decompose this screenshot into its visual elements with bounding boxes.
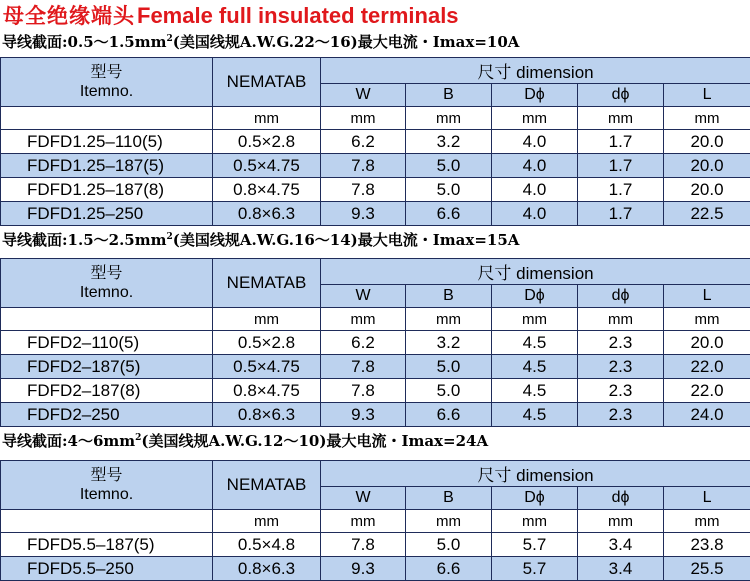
cell-d: 5.7 [492,533,578,557]
cell-nematab: 0.8×6.3 [213,557,321,581]
header-item-no [1,461,213,510]
cell-w: 7.8 [321,379,406,403]
cell-part-number: FDFD2–110(5) [1,331,213,355]
cell-w: 9.3 [321,557,406,581]
cell-nematab: 0.5×4.8 [213,533,321,557]
unit-blank [1,510,213,533]
table-row [1,403,750,427]
unit-mm: mm [492,308,578,331]
table-row [1,331,750,355]
wire-spec-awg-current: (美国线规A.W.G.12～10)最大电流・Imax=24A [141,432,488,450]
cell-d-small: 2.3 [578,379,664,403]
header-nematab: NEMATAB [213,461,321,510]
unit-mm: mm [213,308,321,331]
wire-spec-range: 导线截面:4～6mm [2,432,135,450]
header-item-no [1,259,213,308]
cell-d: 4.5 [492,379,578,403]
cell-b: 5.0 [406,154,492,178]
cell-nematab: 0.5×4.75 [213,355,321,379]
header-item-en: Itemno. [1,283,212,302]
cell-part-number: FDFD2–187(5) [1,355,213,379]
unit-mm: mm [321,107,406,130]
cell-l: 20.0 [664,154,750,178]
unit-mm: mm [578,308,664,331]
cell-d: 4.0 [492,154,578,178]
unit-mm: mm [406,107,492,130]
cell-w: 7.8 [321,178,406,202]
page-title [3,2,459,30]
terminal-spec-table [0,460,750,581]
cell-b: 5.0 [406,379,492,403]
header-item-cn: 型号 [1,63,212,82]
cell-d-small: 2.3 [578,355,664,379]
header-item-en: Itemno. [1,485,212,504]
cell-d: 4.5 [492,355,578,379]
header-l: L [664,84,750,107]
table-row [1,355,750,379]
cell-l: 23.8 [664,533,750,557]
header-l: L [664,487,750,510]
table-row [1,557,750,581]
header-dimension: 尺寸 dimension [321,58,750,84]
header-d: Dϕ [492,285,578,308]
cell-b: 6.6 [406,403,492,427]
unit-mm: mm [492,510,578,533]
cell-part-number: FDFD1.25–250 [1,202,213,226]
cell-part-number: FDFD5.5–250 [1,557,213,581]
cell-nematab: 0.8×6.3 [213,403,321,427]
cell-w: 7.8 [321,533,406,557]
cell-w: 7.8 [321,355,406,379]
header-dimension: 尺寸 dimension [321,259,750,285]
header-item-en: Itemno. [1,82,212,101]
table-row [1,533,750,557]
table-row [1,130,750,154]
unit-blank [1,308,213,331]
header-w: W [321,487,406,510]
cell-l: 20.0 [664,178,750,202]
unit-mm: mm [664,107,750,130]
cell-part-number: FDFD2–250 [1,403,213,427]
cell-d-small: 1.7 [578,178,664,202]
table-row [1,154,750,178]
cell-part-number: FDFD5.5–187(5) [1,533,213,557]
unit-mm: mm [664,510,750,533]
cell-part-number: FDFD1.25–187(8) [1,178,213,202]
header-d: Dϕ [492,84,578,107]
cell-nematab: 0.5×4.75 [213,154,321,178]
wire-spec-line [2,230,519,250]
cell-d-small: 3.4 [578,557,664,581]
cell-b: 5.0 [406,533,492,557]
cell-part-number: FDFD2–187(8) [1,379,213,403]
wire-spec-range: 导线截面:0.5～1.5mm [2,33,166,51]
header-w: W [321,84,406,107]
header-d-small: dϕ [578,285,664,308]
cell-l: 22.0 [664,355,750,379]
cell-nematab: 0.5×2.8 [213,331,321,355]
terminal-spec-table [0,258,750,427]
cell-w: 9.3 [321,403,406,427]
cell-d: 4.5 [492,331,578,355]
terminal-spec-table [0,57,750,226]
cell-d: 4.5 [492,403,578,427]
header-nematab: NEMATAB [213,58,321,107]
cell-b: 6.6 [406,557,492,581]
unit-mm: mm [492,107,578,130]
cell-nematab: 0.8×4.75 [213,178,321,202]
wire-spec-superscript: 2 [166,34,172,44]
cell-nematab: 0.5×2.8 [213,130,321,154]
cell-l: 20.0 [664,331,750,355]
wire-spec-awg-current: (美国线规A.W.G.22～16)最大电流・Imax=10A [173,33,520,51]
cell-d-small: 1.7 [578,202,664,226]
title-chinese: 母全绝缘端头 [3,3,135,28]
header-d: Dϕ [492,487,578,510]
cell-l: 25.5 [664,557,750,581]
cell-l: 24.0 [664,403,750,427]
header-item-no [1,58,213,107]
cell-nematab: 0.8×6.3 [213,202,321,226]
cell-w: 7.8 [321,154,406,178]
title-english: Female full insulated terminals [137,3,459,28]
cell-b: 3.2 [406,331,492,355]
cell-l: 22.0 [664,379,750,403]
wire-spec-range: 导线截面:1.5～2.5mm [2,231,166,249]
header-l: L [664,285,750,308]
wire-spec-awg-current: (美国线规A.W.G.16～14)最大电流・Imax=15A [173,231,520,249]
table-row [1,178,750,202]
unit-blank [1,107,213,130]
header-item-cn: 型号 [1,466,212,485]
table-row [1,202,750,226]
unit-mm: mm [406,510,492,533]
cell-d: 4.0 [492,202,578,226]
cell-w: 6.2 [321,331,406,355]
cell-b: 5.0 [406,355,492,379]
cell-part-number: FDFD1.25–187(5) [1,154,213,178]
cell-d: 5.7 [492,557,578,581]
cell-d-small: 1.7 [578,154,664,178]
header-item-cn: 型号 [1,264,212,283]
cell-part-number: FDFD1.25–110(5) [1,130,213,154]
header-d-small: dϕ [578,84,664,107]
table-row [1,379,750,403]
unit-mm: mm [578,107,664,130]
header-b: B [406,84,492,107]
cell-w: 6.2 [321,130,406,154]
header-w: W [321,285,406,308]
cell-d: 4.0 [492,178,578,202]
unit-mm: mm [321,510,406,533]
cell-b: 3.2 [406,130,492,154]
header-b: B [406,487,492,510]
header-dimension: 尺寸 dimension [321,461,750,487]
header-b: B [406,285,492,308]
wire-spec-line [2,431,488,451]
cell-d-small: 2.3 [578,331,664,355]
unit-mm: mm [321,308,406,331]
unit-mm: mm [213,107,321,130]
cell-d-small: 1.7 [578,130,664,154]
unit-mm: mm [213,510,321,533]
header-d-small: dϕ [578,487,664,510]
wire-spec-superscript: 2 [166,232,172,242]
header-nematab: NEMATAB [213,259,321,308]
unit-mm: mm [578,510,664,533]
cell-d-small: 3.4 [578,533,664,557]
unit-mm: mm [664,308,750,331]
cell-d: 4.0 [492,130,578,154]
wire-spec-line [2,32,519,52]
cell-b: 6.6 [406,202,492,226]
cell-w: 9.3 [321,202,406,226]
cell-b: 5.0 [406,178,492,202]
cell-l: 22.5 [664,202,750,226]
wire-spec-superscript: 2 [135,433,141,443]
cell-nematab: 0.8×4.75 [213,379,321,403]
cell-d-small: 2.3 [578,403,664,427]
cell-l: 20.0 [664,130,750,154]
unit-mm: mm [406,308,492,331]
